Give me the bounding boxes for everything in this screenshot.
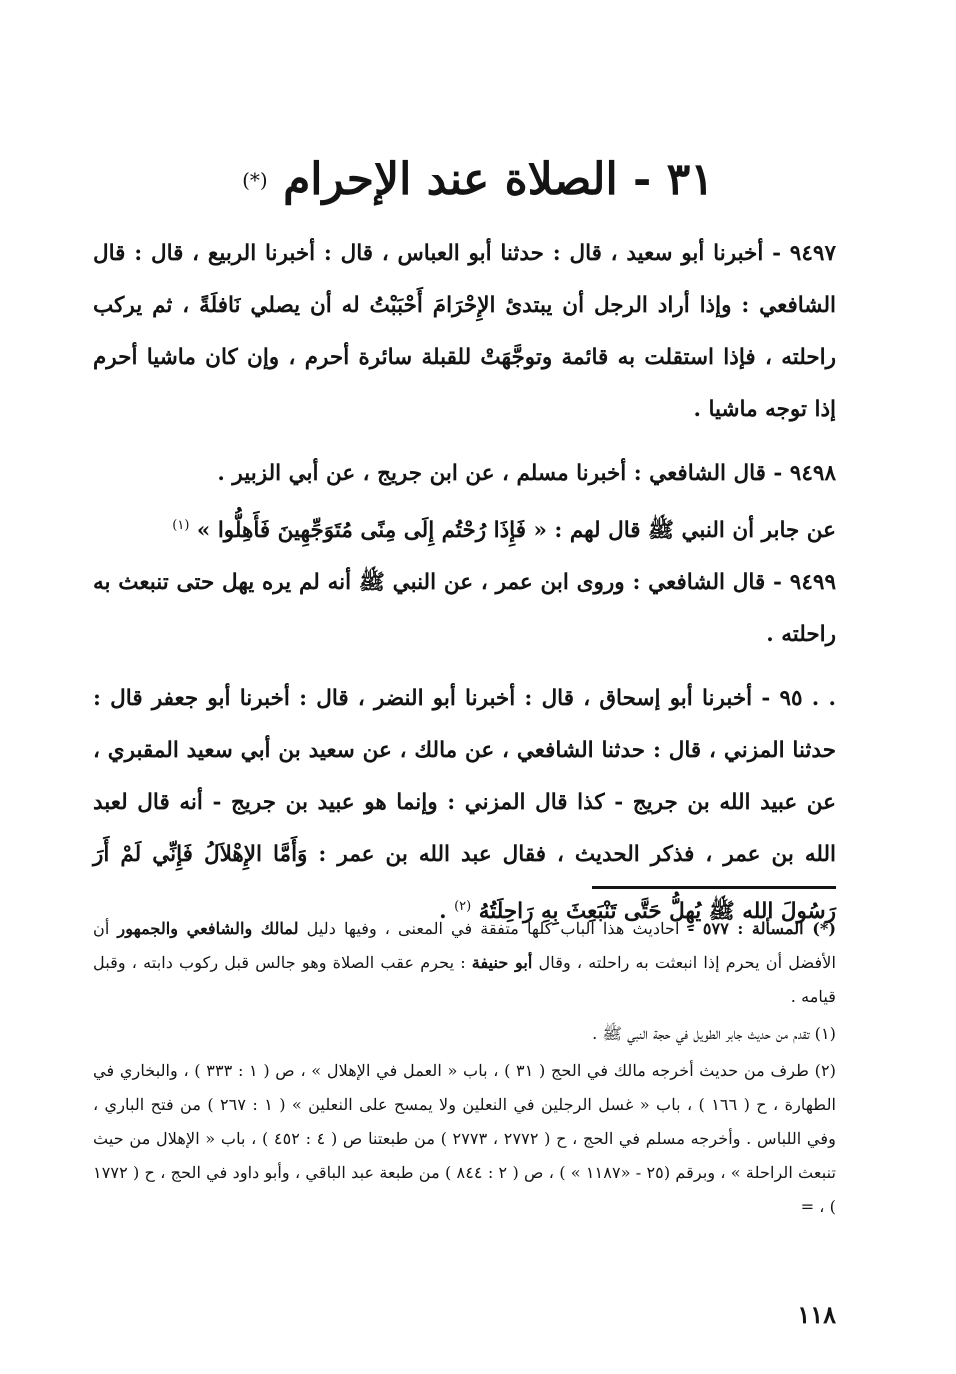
footnote-star-bold-b: أبو حنيفة <box>471 953 533 972</box>
hadith-9498-text <box>93 500 836 557</box>
hadith-9497: ٩٤٩٧ - أخبرنا أبو سعيد ، قال : حدثنا أبو العباس ، قال : أخبرنا الربيع ، قال : قال الشافعي : وإذا أراد الرجل أن يبتدئ الإِحْرَامَ أَحْبَبْتُ له أن يصلي نَافلَةً ، ثم يركب راحلته ، فإذا استقلت به قائمة وتوجَّهَتْ للقبلة سائرة أحرم ، وإن كان ماشيا أحرم إذا توجه ماشيا . <box>93 241 836 422</box>
hadith-9498-chain: ٩٤٩٨ - قال الشافعي : أخبرنا مسلم ، عن ابن جريج ، عن أبي الزبير . <box>217 461 836 486</box>
footnote-ref-2: (٢) <box>454 899 472 915</box>
page-number: ١١٨ <box>797 1300 836 1329</box>
hadith-9498-matn: عن جابر أن النبي ﷺ قال لهم : « فَإِذَا رُحْتُم إِلَى مِنًى مُتَوَجِّهِينَ فَأَهِلُّوا » <box>196 518 836 544</box>
footnote-2: (٢) طرف من حديث أخرجه مالك في الحج ( ٣١ ) ، باب « العمل في الإهلال » ، ص ( ١ : ٣٣٣ ) ، والبخاري في الطهارة ، ح ( ١٦٦ ) ، باب « غسل الرجلين في النعلين ولا يمسح على النعلين » ( ١ : ٢٦٧ ) من فتح الباري ، وفي اللباس . وأخرجه مسلم في الحج ، ح ( ٢٧٧٢ ، ٢٧٧٣ ) من طبعتنا ص ( ٤ : ٤٥٢ ) ، باب « الإهلال من حيث تنبعث الراحلة » ، وبرقم (٢٥ - «١١٨٧ » ) ، ص ( ٢ : ٨٤٤ ) من طبعة عبد الباقي ، وأبو داود في الحج ، ح ( ١٧٧٢ ) ، = <box>93 1061 837 1216</box>
section-heading <box>120 145 836 215</box>
footnote-separator <box>592 886 836 889</box>
main-text <box>93 228 836 938</box>
footnote-star-label: (*) المسألة : ٥٧٧ - <box>687 919 836 938</box>
footnote-1: (١) تقدم من حديث جابر الطويل في حجة النبي ﷺ . <box>592 1024 836 1043</box>
heading-footnote-marker: (*) <box>242 168 268 192</box>
footnote-star-text-a: أحاديث هذا الباب كلها متفقة في المعنى ، وفيها دليل <box>306 919 680 938</box>
footnote-star-text-c: : يحرم عقب الصلاة وهو جالس قبل ركوب دابته ، وقبل قيامه . <box>93 953 836 1006</box>
footnote-star-bold-a: لمالك والشافعي والجمهور <box>117 919 299 938</box>
footnote-star <box>93 912 836 1014</box>
hadith-9500 <box>93 673 836 938</box>
hadith-9499: ٩٤٩٩ - قال الشافعي : وروى ابن عمر ، عن النبي ﷺ أنه لم يره يهل حتى تنبعث به راحلته . <box>93 570 836 648</box>
hadith-9500-end: . <box>439 899 447 925</box>
footnotes <box>93 912 836 1224</box>
hadith-9500-text: . . ٩٥ - أخبرنا أبو إسحاق ، قال : أخبرنا أبو النضر ، قال : أخبرنا أبو جعفر قال : حدثنا المزني ، قال : حدثنا الشافعي ، عن مالك ، عن سعيد بن أبي سعيد المقبري ، عن عبيد الله بن جريج - كذا قال المزني : وإنما هو عبيد بن جريج - أنه قال لعبد الله بن عمر ، فذكر الحديث ، فقال عبد الله بن عمر : وَأَمَّا الإِهْلاَلُ فَإِنِّي لَمْ أَرَ رَسُولَ الله ﷺ يُهِلُّ حَتَّى تَنْبَعِثَ بِهِ رَاحِلَتُهُ <box>93 686 836 925</box>
footnote-star-text-b: أن الأفضل أن يحرم إذا انبعثت به راحلته ، وقال <box>93 919 836 972</box>
heading-text: ٣١ - الصلاة عند الإحرام <box>283 154 714 205</box>
footnote-ref-1: (١) <box>172 518 190 533</box>
